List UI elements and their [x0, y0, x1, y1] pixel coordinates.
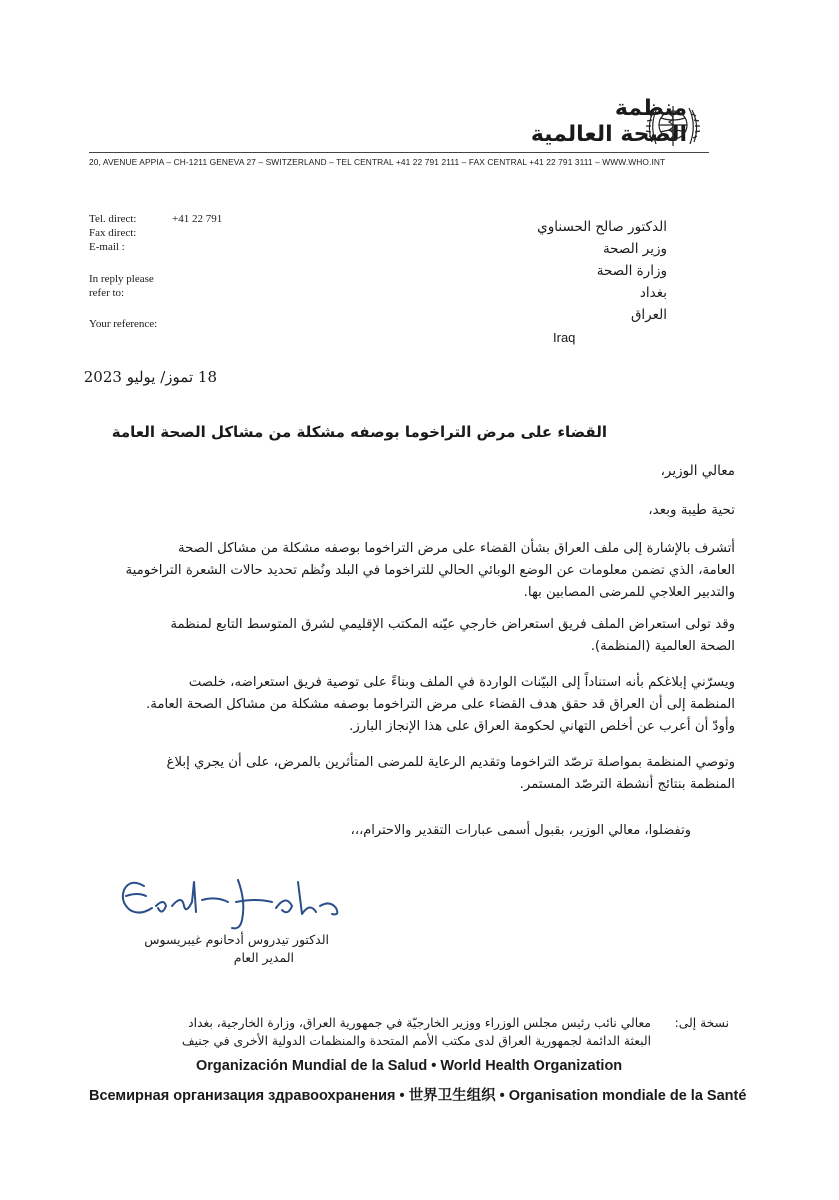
paragraph-4 — [115, 752, 735, 796]
recipient-name: الدكتور صالح الحسناوي — [537, 219, 667, 235]
cc-line2: البعثة الدائمة لجمهورية العراق لدى مكتب الأمم المتحدة والمنظمات الدولية الأخرى في جنيف — [181, 1034, 651, 1048]
paragraph-line: العامة، الذي تضمن معلومات عن الوضع الوبائي الحالي للتراخوما في البلد ونُظم تحديد حالات الشعرة التراخومية — [125, 563, 735, 578]
cc-label: نسخة إلى: — [674, 1016, 729, 1030]
signatory-title: المدير العام — [233, 950, 294, 965]
your-reference-label: Your reference: — [89, 318, 158, 330]
tel-direct-label: Tel. direct: — [89, 213, 137, 225]
paragraph-line: الصحة العالمية (المنظمة). — [590, 639, 735, 654]
footer-languages-line1: Organización Mundial de la Salud • World Health Organization — [196, 1058, 623, 1074]
paragraph-line: ويسرّني إبلاغكم بأنه استناداً إلى البيّنات الواردة في الملف وبناءً على توصية فريق استعراضه، خلصت — [188, 675, 735, 690]
reply-label-line1: In reply please — [89, 273, 154, 285]
letter-date: 18 تموز/ يوليو 2023 — [83, 368, 217, 386]
paragraph-1 — [115, 538, 735, 604]
recipient-city: بغداد — [639, 285, 667, 301]
paragraph-line: والتدبير العلاجي للمرضى المصابين بها. — [523, 585, 735, 600]
paragraph-line: وتوصي المنظمة بمواصلة ترصّد التراخوما وتقديم الرعاية للمرضى المتأثرين بالمرض، على أن يجري إبلاغ — [166, 755, 735, 770]
footer-languages-line2: Всемирная организация здравоохранения • 世界卫生组织 • Organisation mondiale de la Santé — [89, 1088, 747, 1104]
signatory-name: الدكتور تيدروس أدحانوم غيبريسوس — [144, 932, 329, 947]
recipient-ministry: وزارة الصحة — [596, 263, 667, 279]
email-label: E-mail : — [89, 241, 125, 253]
salutation: معالي الوزير، — [660, 463, 735, 479]
paragraph-line: أتشرف بالإشارة إلى ملف العراق بشأن القضاء على مرض التراخوما بوصفه مشكلة من مشاكل الصحة — [177, 541, 735, 556]
recipient-title: وزير الصحة — [602, 241, 667, 257]
who-address-line: 20, AVENUE APPIA – CH-1211 GENEVA 27 – SWITZERLAND – TEL CENTRAL +41 22 791 2111 – FAX CENTRAL +41 22 791 3111 – WWW.WHO.INT — [89, 157, 666, 167]
who-emblem-icon — [642, 94, 704, 156]
paragraph-3 — [115, 672, 735, 738]
recipient-country: العراق — [630, 307, 667, 323]
paragraph-line: وأودّ أن أعرب عن أخلص التهاني لحكومة العراق على هذا الإنجاز البارز. — [349, 719, 735, 734]
header-divider — [89, 152, 709, 153]
cc-line1: معالي نائب رئيس مجلس الوزراء ووزير الخارجيّة في جمهورية العراق، وزارة الخارجية، بغداد — [188, 1016, 651, 1030]
paragraph-2 — [115, 614, 735, 658]
fax-direct-label: Fax direct: — [89, 227, 137, 239]
closing-line: وتفضلوا، معالي الوزير، بقبول أسمى عبارات التقدير والاحترام،،، — [350, 823, 691, 838]
paragraph-line: المنظمة إلى أن العراق قد حقق هدف القضاء على مرض التراخوما بوصفه مشكلة من مشاكل الصحة العامة. — [146, 697, 735, 712]
org-name-line2: الصحة العالمية — [530, 122, 687, 147]
tel-direct-value: +41 22 791 — [172, 213, 223, 225]
letter-subject: القضاء على مرض التراخوما بوصفه مشكلة من مشاكل الصحة العامة — [111, 423, 607, 441]
greeting: تحية طيبة وبعد، — [648, 502, 735, 518]
org-name-line1: منظمة — [614, 96, 687, 121]
recipient-country-latin: Iraq — [553, 330, 576, 345]
reply-label-line2: refer to: — [89, 287, 125, 299]
paragraph-line: المنظمة بنتائج أنشطة الترصّد المستمر. — [519, 777, 735, 792]
handwritten-signature — [116, 872, 366, 934]
paragraph-line: وقد تولى استعراض الملف فريق استعراض خارجي عيّنه المكتب الإقليمي لشرق المتوسط التابع لمنظمة — [170, 617, 735, 632]
